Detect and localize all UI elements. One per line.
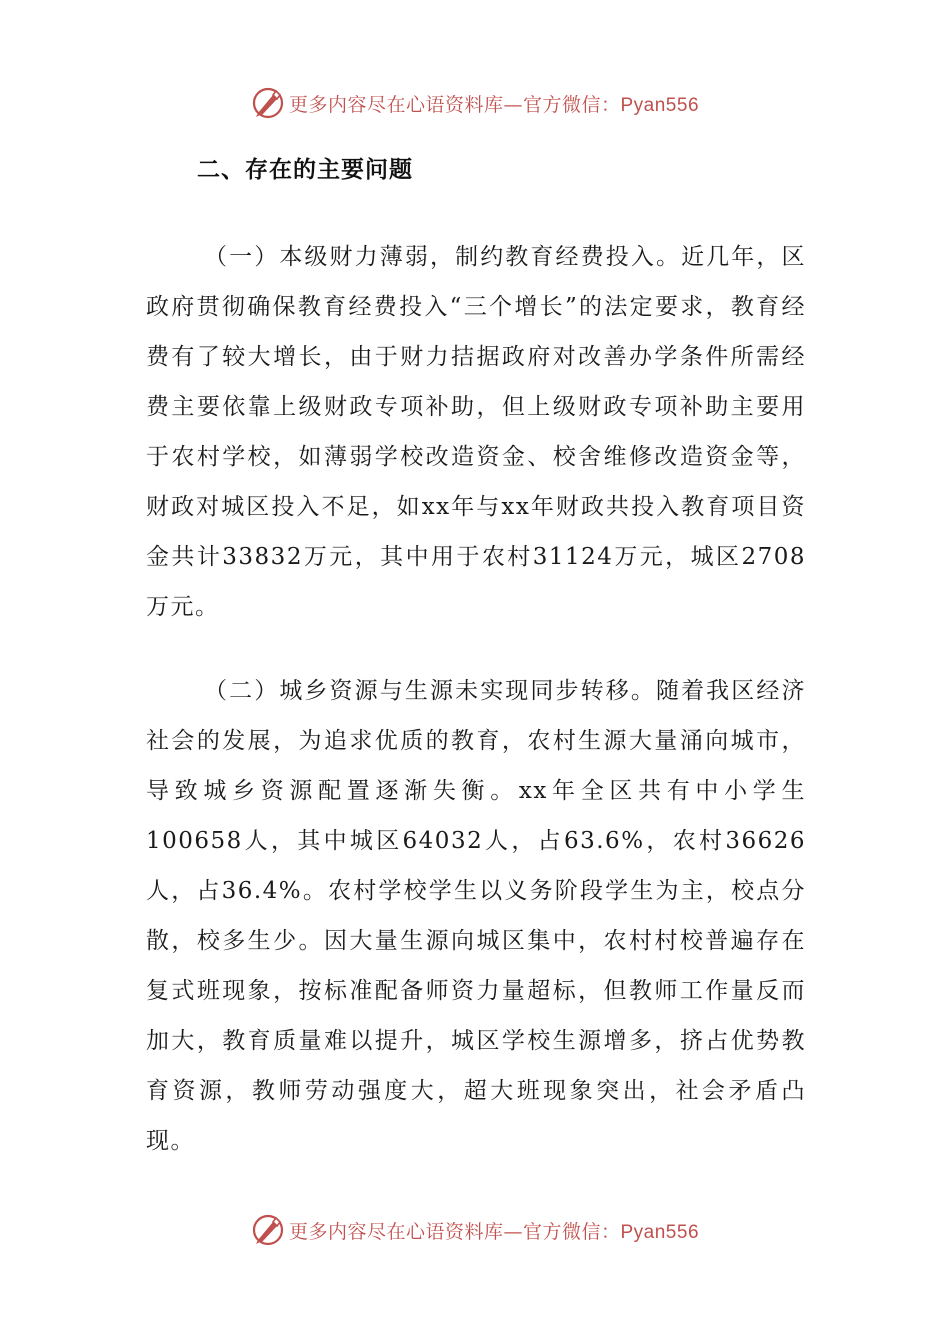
- pen-nib-logo-icon: [251, 86, 285, 120]
- pen-nib-logo-icon: [251, 1213, 285, 1247]
- footer-watermark-banner: [0, 1210, 950, 1250]
- watermark-text: [289, 90, 699, 117]
- paragraph-1: （一）本级财力薄弱，制约教育经费投入。近几年，区政府贯彻确保教育经费投入“三个增长”的法定要求，教育经费有了较大增长，由于财力拮据政府对改善办学条件所需经费主要依靠上级财政专项补助，但上级财政专项补助主要用于农村学校，如薄弱学校改造资金、校舍维修改造资金等，财政对城区投入不足，如xx年与xx年财政共投入教育项目资金共计33832万元，其中用于农村31124万元，城区2708万元。: [146, 244, 806, 620]
- watermark-text: [289, 1217, 699, 1244]
- watermark-brand: 更多内容尽在心语资料库: [288, 1220, 504, 1243]
- header-watermark-banner: [0, 83, 950, 123]
- paragraph-2: （二）城乡资源与生源未实现同步转移。随着我区经济社会的发展，为追求优质的教育，农村生源大量涌向城市，导致城乡资源配置逐渐失衡。xx年全区共有中小学生100658人，其中城区64032人，占63.6%，农村36626人，占36.4%。农村学校学生以义务阶段学生为主，校点分散，校多生少。因大量生源向城区集中，农村村校普遍存在复式班现象，按标准配备师资力量超标，但教师工作量反而加大，教育质量难以提升，城区学校生源增多，挤占优势教育资源，教师劳动强度大，超大班现象突出，社会矛盾凸现。: [146, 678, 806, 1154]
- watermark-wechat-label: 官方微信：: [522, 1220, 621, 1243]
- watermark-brand: 更多内容尽在心语资料库: [288, 93, 504, 116]
- watermark-wechat-label: 官方微信：: [522, 93, 621, 116]
- watermark-dash: —: [503, 1220, 523, 1243]
- watermark-dash: —: [503, 93, 523, 116]
- section-heading: 二、存在的主要问题: [197, 157, 413, 183]
- watermark-wechat-id: Pyan556: [620, 1221, 700, 1243]
- watermark-wechat-id: Pyan556: [620, 94, 700, 116]
